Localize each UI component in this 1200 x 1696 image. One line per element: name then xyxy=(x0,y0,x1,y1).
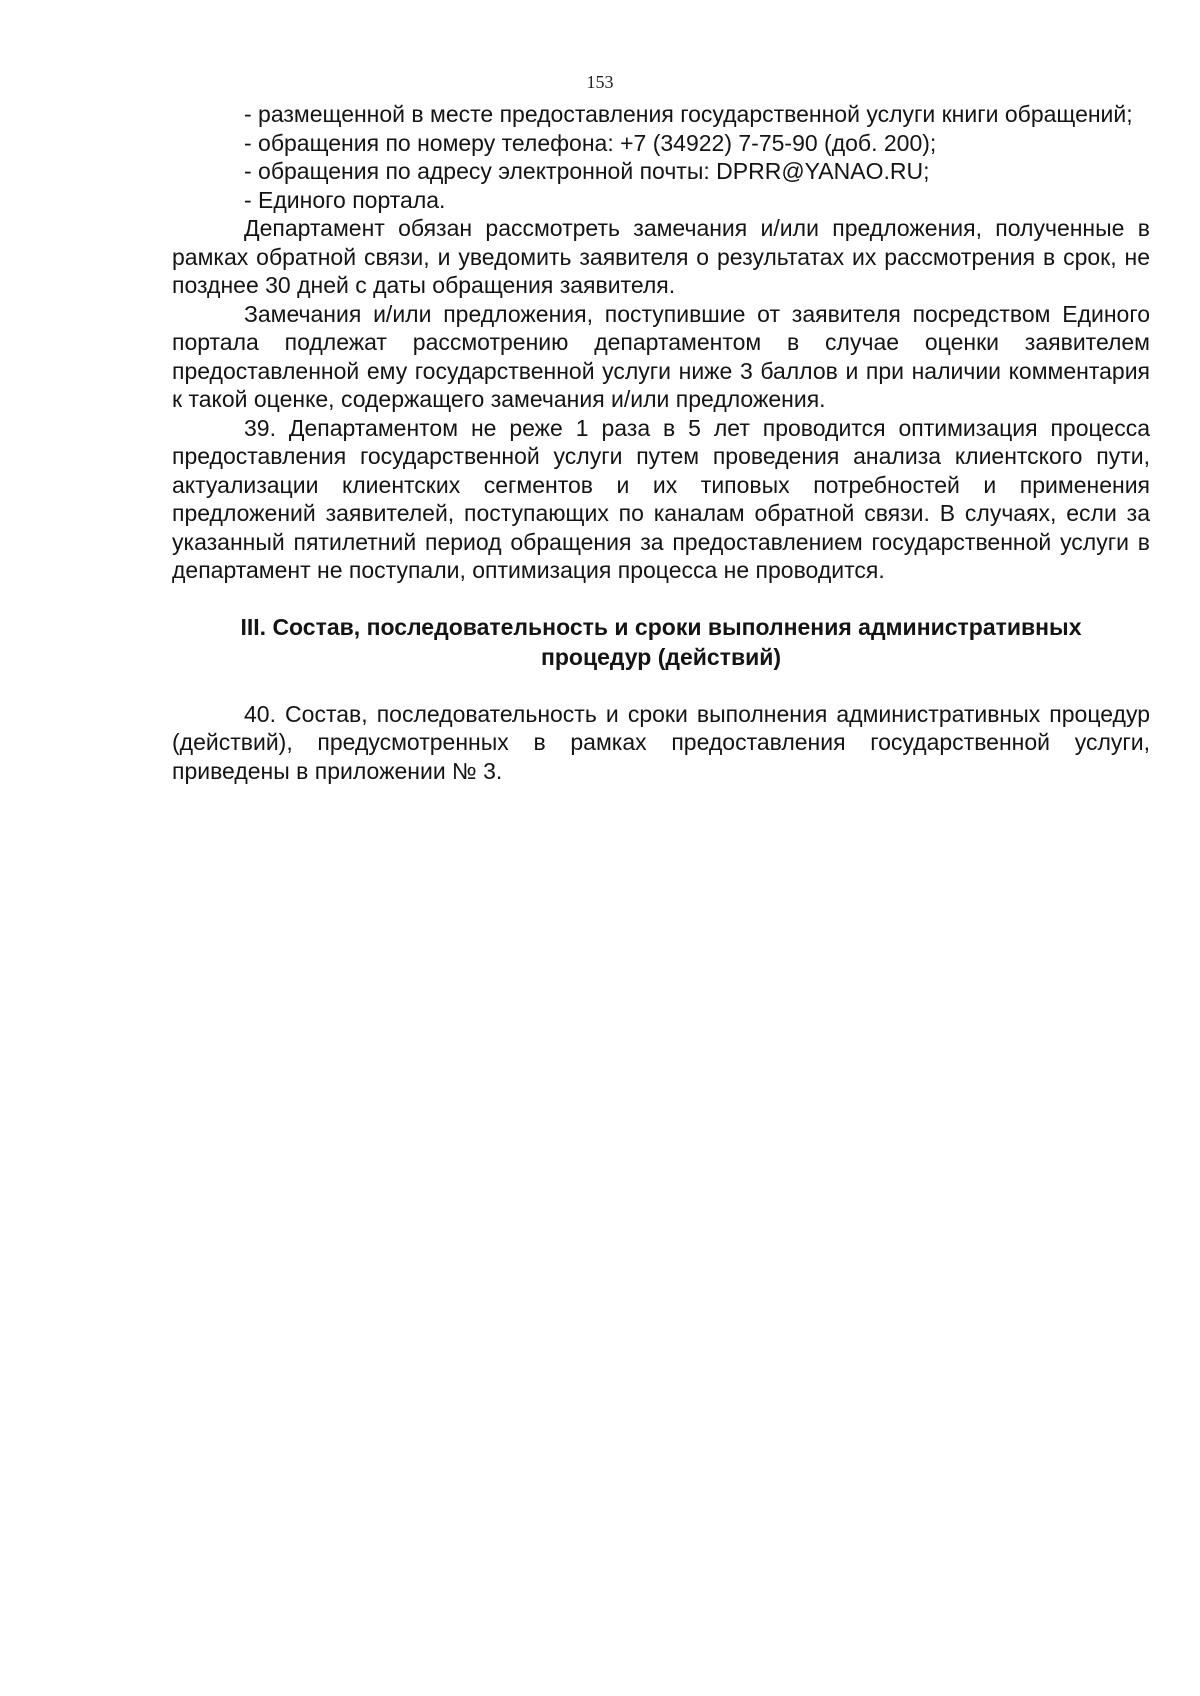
paragraph-40-procedures: 40. Состав, последовательность и сроки выполнения административных процедур (действий), предусмотренных в рамках предоставления государственной услуги, приведены в приложении № 3. xyxy=(172,700,1150,784)
paragraph-39-optimization: 39. Департаментом не реже 1 раза в 5 лет проводится оптимизация процесса предоставления государственной услуги путем проведения анализа клиентского пути, актуализации клиентских сегментов и их типовых потребностей и применения предложений заявителей, поступающих по каналам обратной связи. В случаях, если за указанный пятилетний период обращения за предоставлением государственной услуги в департамент не поступали, оптимизация процесса не проводится. xyxy=(172,414,1150,583)
list-item-portal: - Единого портала. xyxy=(244,186,446,213)
list-item-phone: - обращения по номеру телефона: +7 (34922) 7-75-90 (доб. 200); xyxy=(244,129,937,156)
section-heading xyxy=(172,612,1150,672)
list-item-email: - обращения по адресу электронной почты: DPRR@YANAO.RU; xyxy=(244,158,930,184)
page-number: 153 xyxy=(586,72,614,92)
paragraph-review-obligation: Департамент обязан рассмотреть замечания и/или предложения, полученные в рамках обратной связи, и уведомить заявителя о результатах их рассмотрения в срок, не позднее 30 дней с даты обращения заявителя. xyxy=(172,215,1150,298)
section-heading-line2: процедур (действий) xyxy=(540,643,782,670)
paragraph-portal-remarks: Замечания и/или предложения, поступившие от заявителя посредством Единого портала подлежат рассмотрению департаментом в случае оценки заявителем предоставленной ему государственной услуги ниже 3 баллов и при наличии комментария к такой оценке, содержащего замечания и/или предложения. xyxy=(172,300,1150,412)
list-item-book: - размещенной в месте предоставления государственной услуги книги обращений; xyxy=(244,101,1133,127)
section-heading-line1: III. Состав, последовательность и сроки выполнения административных xyxy=(240,613,1082,640)
document-body xyxy=(172,100,1150,785)
